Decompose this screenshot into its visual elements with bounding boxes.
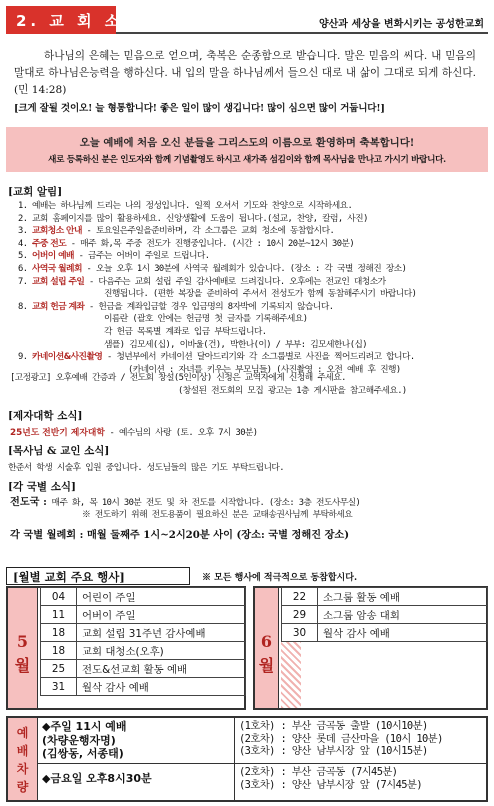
pastor-news-text: 한준서 학생 시술후 입원 중입니다. 성도님들의 많은 기도 부탁드립니다.	[8, 463, 284, 473]
bus-route: (2호차) : 양산 롯데 금산마을 (10시 10분)	[239, 732, 443, 745]
dept-news-title: [각 국별 소식]	[8, 481, 76, 493]
event-date: 11	[41, 606, 77, 624]
pastor-news-title: [목사님 & 교인 소식]	[8, 445, 110, 457]
dept-meeting: 각 국별 월례회 : 매월 둘째주 1시~2시20분 사이 (장소: 국별 정해진 장소)	[10, 529, 350, 541]
event-name: 소그룹 활동 예배	[318, 588, 488, 606]
event-name: 교회 대청소(오후)	[77, 642, 246, 660]
notice-number: 3.	[18, 226, 28, 237]
scripture-emphasis: [크게 잘될 것이오! 늘 형통합니다! 좋은 일이 많이 생깁니다! 많이 심으면 많이 거둡니다!]	[14, 103, 385, 114]
fixed-ad-line-2: (창설된 전도회의 모집 광고는 1층 게시판을 참고해주세요.)	[178, 385, 407, 396]
notice-number: 9.	[18, 352, 28, 363]
notice-item	[18, 313, 488, 326]
june-pattern-fill	[281, 642, 301, 708]
notice-number: 1.	[18, 201, 28, 211]
welcome-banner	[6, 127, 488, 172]
jeondo-text-2: ※ 전도하기 위해 전도용품이 필요하신 분은 교태송권사님께 부탁하세요	[82, 510, 353, 520]
event-row	[41, 678, 246, 696]
event-row	[41, 606, 246, 624]
notice-number: 7.	[18, 276, 28, 287]
notice-text: - 다음주는 교회 설립 주일 감사예배로 드려집니다. 오후에는 전교인 대청소가	[84, 276, 386, 287]
june-events-table	[281, 587, 488, 642]
notices-title: [교회 알림]	[8, 186, 63, 198]
event-date: 29	[282, 606, 318, 624]
welcome-line-2: 새로 등록하신 분은 인도자와 함께 기념촬영도 하시고 새가족 섬김이와 함께 목사님을 만나고 가시기 바랍니다.	[48, 155, 446, 165]
may-label-text: 5월	[14, 632, 31, 675]
monthly-events-title: [월별 교회 주요 행사]	[6, 567, 190, 585]
notice-item	[18, 238, 488, 251]
bus-row-sunday	[38, 718, 486, 764]
notice-item	[18, 225, 488, 238]
notice-text: - 토요일은주일을준비하며, 각 소그룹은 교회 청소에 동참합시다.	[81, 226, 335, 237]
event-name: 월삭 감사 예배	[318, 624, 488, 642]
bus-route: (2호차) : 부산 금곡동 (7시45분)	[239, 766, 398, 778]
notice-item	[18, 288, 488, 301]
section-header	[6, 6, 488, 34]
notice-item	[18, 301, 488, 314]
event-name: 어버이 주일	[77, 606, 246, 624]
event-name: 어린이 주일	[77, 588, 246, 606]
disciple-key: 25년도 전반기 제자대학	[10, 428, 105, 438]
sunday-drivers: (김쌍동, 서종태)	[42, 747, 124, 760]
header-divider	[116, 32, 488, 34]
event-row	[282, 606, 488, 624]
disciple-title: [제자대학 소식]	[8, 410, 83, 422]
notice-text: - 금주는 어버이 주일로 드립니다.	[73, 251, 210, 262]
event-date: 18	[41, 624, 77, 642]
bus-row-friday	[38, 764, 486, 800]
bus-label	[8, 718, 38, 800]
notice-text: (카네이션 : 자녀를 키우는 부모님들) (사진촬영 : 오전 예배 후 진행)	[128, 364, 401, 375]
notice-number: 6.	[18, 263, 28, 274]
event-date: 25	[41, 660, 77, 678]
may-events	[6, 586, 246, 710]
sunday-routes	[234, 718, 486, 763]
fixed-ad-line-1: [고정광고] 오후예배 간증과 / 전도회 창설(5인이상) 신청은 교역자에게 신청해 주세요.	[10, 373, 346, 383]
june-label-text: 6월	[258, 632, 275, 675]
sunday-service	[42, 720, 232, 761]
notice-key: 교회 설립 주일	[32, 276, 85, 287]
church-slogan: 양산과 세상을 변화시키는 공성한교회	[318, 19, 484, 30]
bus-route: (1호차) : 부산 금곡동 출발 (10시10분)	[239, 720, 428, 732]
notice-key: 교회 헌금 계좌	[32, 301, 85, 312]
event-row	[41, 642, 246, 660]
notice-key: 사역국 월례회	[32, 263, 82, 274]
event-date: 31	[41, 678, 77, 696]
event-row	[41, 660, 246, 678]
notice-key: 어버이 예배	[32, 251, 74, 262]
jeondo-news	[10, 496, 488, 521]
event-row	[282, 624, 488, 642]
monthly-events-note: ※ 모든 행사에 적극적으로 동참합시다.	[202, 573, 358, 583]
friday-service: ◆금요일 오후8시30분	[42, 772, 152, 785]
notice-text: - 헌금을 계좌입금할 경우 입금명의 8자박에 기록되지 않습니다.	[84, 301, 334, 312]
notice-number: 4.	[18, 238, 28, 249]
event-date: 18	[41, 642, 77, 660]
notice-text: 각 헌금 목록별 계좌로 입금 부탁드립니다.	[104, 326, 267, 337]
jeondo-text: 매주 화, 목 10시 30분 전도 및 차 전도를 시작합니다. (장소: 3층 전도사무실)	[51, 498, 361, 508]
friday-routes	[234, 764, 486, 800]
notice-item	[18, 326, 488, 339]
event-row	[41, 588, 246, 606]
notice-text: 진행됩니다. (편한 복장을 준비하여 주셔서 전성도가 함께 동참해주시기 바랍니다)	[104, 289, 417, 300]
jeondo-label: 전도국 :	[10, 496, 47, 508]
event-name: 소그룹 암송 대회	[318, 606, 488, 624]
disciple-body	[10, 425, 257, 438]
event-date: 30	[282, 624, 318, 642]
notice-text: - 매주 화,목 주중 전도가 진행중입니다. (시간 : 10시 20분~12시 30분)	[66, 238, 355, 249]
notice-key: 카네이션&사진촬영	[32, 352, 103, 363]
notice-text: 교회 홈페이지를 많이 활용하세요. 신앙생활에 도움이 됩니다.(설교, 찬양, 칼럼, 사진)	[32, 213, 368, 224]
notice-item	[18, 200, 488, 213]
disciple-text: - 예수님의 사랑 (토. 오후 7시 30분)	[104, 428, 258, 438]
notice-text: 샘플) 김모세(십), 이바울(건), 박한나(이) / 부부: 김모세한나(십)	[104, 339, 367, 350]
sunday-service-label: ◆주일 11시 예배	[42, 720, 127, 733]
sunday-driver-label: (차량운행자명)	[42, 733, 116, 747]
scripture-block	[14, 48, 476, 117]
notice-item	[18, 250, 488, 263]
header-title: 2. 교 회 소 식	[16, 12, 151, 30]
notice-item	[18, 351, 488, 364]
notice-key: 교회청소 안내	[32, 226, 82, 237]
may-events-table	[40, 587, 246, 696]
may-label	[8, 588, 38, 708]
notice-item	[18, 339, 488, 352]
event-date: 04	[41, 588, 77, 606]
notice-item	[18, 263, 488, 276]
notice-key: 주중 전도	[32, 238, 67, 249]
notice-number: 5.	[18, 251, 28, 262]
notice-text: - 청년부에서 카네이션 달아드리기와 각 소그룹별로 사진을 찍어드리려고 합니다.	[102, 352, 415, 363]
event-name: 전도&선교회 활동 예배	[77, 660, 246, 678]
event-name: 월삭 감사 예배	[77, 678, 246, 696]
june-events	[253, 586, 488, 710]
scripture-text: 하나님의 은혜는 믿음으로 얻으며, 축복은 순종함으로 받습니다. 말은 믿음의 씨다. 내 믿음의 말대로 하나님은능력을 행하신다. 내 입의 말을 하나님께서 들으신 대로 내 삶이 그대로 되게 하신다.(민 14:28)	[14, 50, 476, 96]
notice-item	[18, 213, 488, 226]
bus-schedule	[6, 716, 488, 802]
notices-list	[18, 200, 488, 376]
notice-number: 8.	[18, 301, 28, 312]
welcome-line-1: 오늘 예배에 처음 오신 분들을 그리스도의 이름으로 환영하며 축복합니다!	[79, 137, 415, 149]
notice-text: 예배는 하나님께 드리는 나의 정성입니다. 일찍 오셔서 기도와 찬양으로 시작하세요.	[32, 201, 353, 211]
fixed-ad	[10, 372, 407, 397]
event-row	[41, 624, 246, 642]
event-name: 교회 설립 31주년 감사예배	[77, 624, 246, 642]
event-row	[282, 588, 488, 606]
notice-item	[18, 276, 488, 289]
notice-number: 2.	[18, 213, 28, 224]
june-label	[255, 588, 279, 708]
bus-label-text: 예배차량	[16, 726, 29, 794]
monthly-events-header	[6, 567, 488, 585]
event-date: 22	[282, 588, 318, 606]
bus-route: (3호차) : 양산 남부시장 앞 (7시45분)	[239, 778, 422, 791]
notice-text: 이름란 (괄호 안에는 헌금명 첫 글자를 기록해주세요)	[104, 314, 308, 325]
notice-text: - 오늘 오후 1시 30분에 사역국 월례회가 있습니다. (장소 : 각 국별 정해진 장소)	[81, 263, 407, 274]
bus-route: (3호차) : 양산 남부시장 앞 (10시15분)	[239, 745, 428, 757]
